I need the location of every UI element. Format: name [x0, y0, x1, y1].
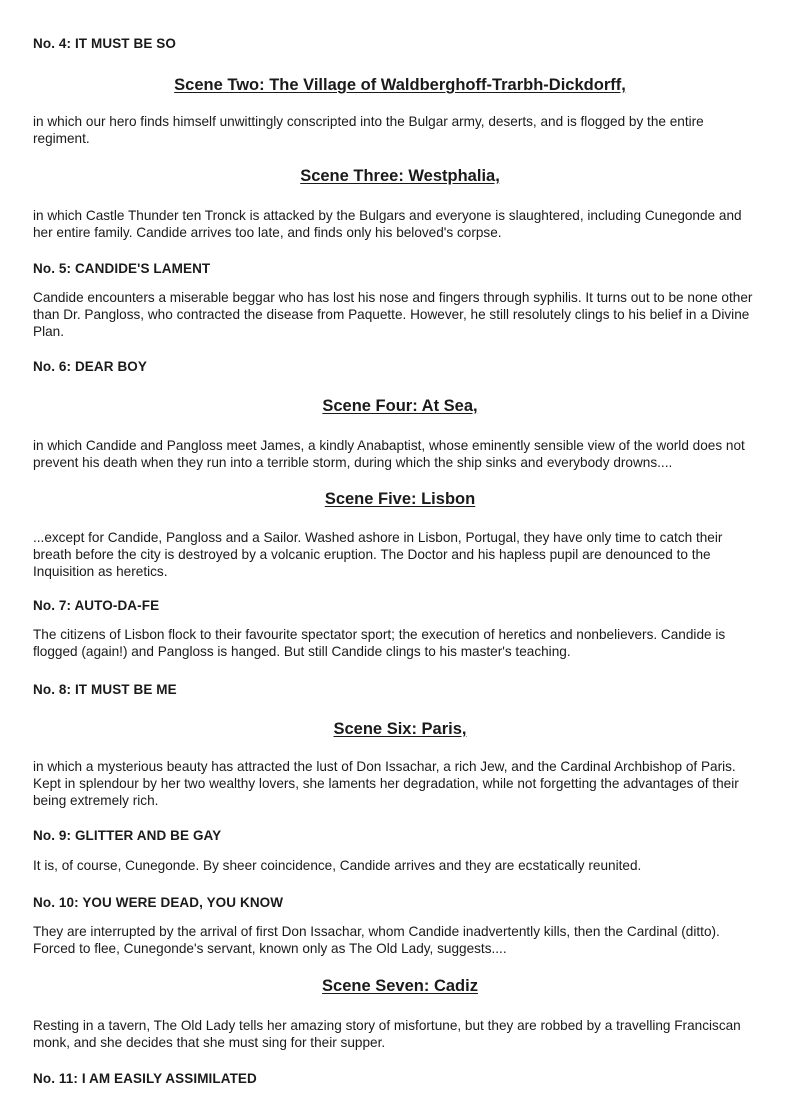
scene-heading-seven: Scene Seven: Cadiz — [322, 977, 478, 995]
scene-heading-two: Scene Two: The Village of Waldberghoff-Trarbh-Dickdorff, — [174, 76, 626, 94]
number-heading-6: No. 6: DEAR BOY — [33, 359, 148, 374]
number-heading-5: No. 5: CANDIDE'S LAMENT — [33, 261, 211, 276]
scene-heading-six: Scene Six: Paris, — [333, 720, 467, 738]
scene-three-description: in which Castle Thunder ten Tronck is attacked by the Bulgars and everyone is slaughtered, including Cunegonde and her entire family. Candide arrives too late, and finds only his beloved's corpse. — [33, 208, 742, 240]
number-heading-10: No. 10: YOU WERE DEAD, YOU KNOW — [33, 895, 284, 910]
number-heading-9: No. 9: GLITTER AND BE GAY — [33, 828, 222, 843]
number-5-description: Candide encounters a miserable beggar who has lost his nose and fingers through syphilis. It turns out to be none other than Dr. Pangloss, who contracted the disease from Paquette. However, he still resolutely clings to his belief in a Divine Plan. — [33, 290, 753, 339]
scene-six-description: in which a mysterious beauty has attracted the lust of Don Issachar, a rich Jew, and the Cardinal Archbishop of Paris. Kept in splendour by her two wealthy lovers, she laments her degradation, while not forgetting the advantages of their being extremely rich. — [33, 759, 739, 808]
number-10-description: They are interrupted by the arrival of first Don Issachar, whom Candide inadvertently kills, then the Cardinal (ditto). Forced to flee, Cunegonde's servant, known only as The Old Lady, suggests.... — [33, 924, 720, 956]
scene-heading-three: Scene Three: Westphalia, — [300, 167, 500, 185]
number-7-description: The citizens of Lisbon flock to their favourite spectator sport; the execution of heretics and nonbelievers. Candide is flogged (again!) and Pangloss is hanged. But still Candide clings to his master's teaching. — [33, 627, 726, 659]
number-heading-7: No. 7: AUTO-DA-FE — [33, 598, 160, 613]
number-heading-4: No. 4: IT MUST BE SO — [33, 36, 177, 51]
number-9-description: It is, of course, Cunegonde. By sheer coincidence, Candide arrives and they are ecstatically reunited. — [33, 858, 642, 873]
scene-seven-description: Resting in a tavern, The Old Lady tells her amazing story of misfortune, but they are robbed by a travelling Franciscan monk, and she decides that she must sing for their supper. — [33, 1018, 741, 1050]
scene-five-description: ...except for Candide, Pangloss and a Sailor. Washed ashore in Lisbon, Portugal, they have only time to catch their breath before the city is destroyed by a volcanic eruption. The Doctor and his hapless pupil are denounced to the Inquisition as heretics. — [33, 530, 723, 579]
scene-heading-four: Scene Four: At Sea, — [322, 397, 478, 415]
scene-two-description: in which our hero finds himself unwittingly conscripted into the Bulgar army, deserts, and is flogged by the entire regiment. — [33, 114, 704, 146]
scene-heading-five: Scene Five: Lisbon — [324, 490, 476, 508]
number-heading-8: No. 8: IT MUST BE ME — [33, 682, 177, 697]
number-heading-11: No. 11: I AM EASILY ASSIMILATED — [33, 1071, 257, 1086]
scene-four-description: in which Candide and Pangloss meet James, a kindly Anabaptist, whose eminently sensible view of the world does not prevent his death when they run into a terrible storm, during which the ship sinks and everybody drowns.... — [33, 438, 745, 470]
